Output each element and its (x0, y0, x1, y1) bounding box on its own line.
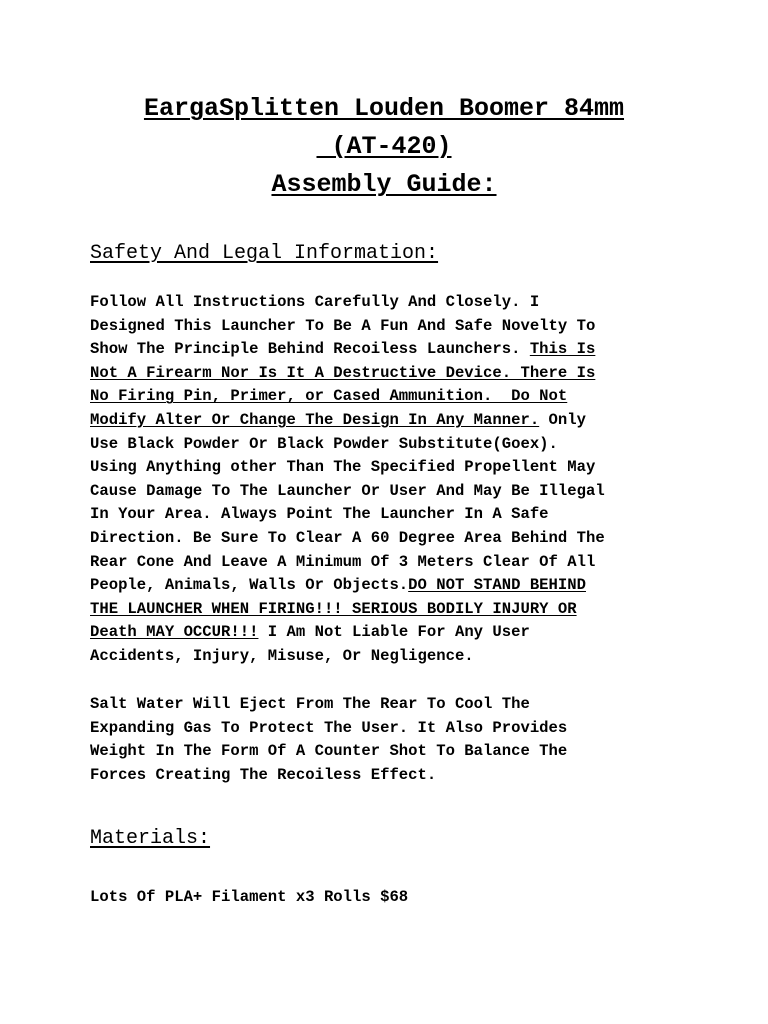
underlined-text: Not A Firearm Nor Is It A Destructive Device. There Is (90, 363, 596, 382)
text-segment: Designed This Launcher To Be A Fun And Safe Novelty To (90, 316, 596, 335)
paragraph-line (90, 551, 680, 575)
paragraph-line (90, 621, 680, 645)
text-segment: Direction. Be Sure To Clear A 60 Degree Area Behind The (90, 528, 605, 547)
text-segment: Follow All Instructions Carefully And Closely. I (90, 293, 540, 311)
document-title (0, 90, 768, 204)
paragraph-line (90, 456, 680, 480)
paragraph-line (90, 480, 680, 504)
materials-item-text: Lots Of PLA+ Filament x3 Rolls $68 (90, 888, 409, 906)
paragraph-line: Expanding Gas To Protect The User. It Also Provides (90, 718, 568, 737)
title-line-2: (AT-420) (316, 132, 452, 161)
underlined-text: DO NOT STAND BEHIND (408, 576, 586, 595)
paragraph-line (90, 315, 680, 339)
section-heading-safety: Safety And Legal Information: (90, 242, 439, 265)
paragraph-line: Weight In The Form Of A Counter Shot To Balance The (90, 742, 568, 761)
text-segment: In Your Area. Always Point The Launcher In A Safe (90, 505, 549, 524)
underlined-text: Modify Alter Or Change The Design In Any Manner. (90, 410, 540, 429)
underlined-text: Death MAY OCCUR!!! (90, 623, 259, 642)
paragraph-line (90, 598, 680, 622)
title-line-3: Assembly Guide: (271, 170, 497, 199)
underlined-text: This Is (529, 340, 596, 359)
underlined-text: THE LAUNCHER WHEN FIRING!!! SERIOUS BODILY INJURY OR (90, 599, 577, 618)
paragraph-line (90, 385, 680, 409)
underlined-text: No Firing Pin, Primer, or Cased Ammunition. Do Not (90, 387, 568, 406)
paragraph-line: Salt Water Will Eject From The Rear To Cool The (90, 695, 530, 713)
paragraph-line (90, 362, 680, 386)
safety-paragraph (90, 291, 680, 669)
title-line-1: EargaSplitten Louden Boomer 84mm (143, 94, 625, 123)
paragraph-line (90, 527, 680, 551)
saltwater-paragraph (90, 693, 680, 787)
paragraph-line: Forces Creating The Recoiless Effect. (90, 765, 437, 784)
paragraph-line (90, 338, 680, 362)
paragraph-line (90, 433, 680, 457)
text-segment: Show The Principle Behind Recoiless Launchers. (90, 340, 530, 359)
text-segment: I Am Not Liable For Any User (258, 623, 530, 642)
text-segment: People, Animals, Walls Or Objects. (90, 576, 409, 595)
text-segment: Only (539, 410, 586, 429)
paragraph-line (90, 291, 680, 315)
paragraph-line (90, 574, 680, 598)
section-heading-materials: Materials: (90, 827, 211, 850)
text-segment: Rear Cone And Leave A Minimum Of 3 Meters Clear Of All (90, 552, 596, 571)
text-segment: Cause Damage To The Launcher Or User And May Be Illegal (90, 481, 605, 500)
paragraph-line (90, 645, 680, 669)
text-segment: Using Anything other Than The Specified Propellent May (90, 458, 596, 477)
text-segment: Accidents, Injury, Misuse, Or Negligence. (90, 646, 474, 665)
materials-list-item (90, 886, 680, 910)
paragraph-line (90, 503, 680, 527)
text-segment: Use Black Powder Or Black Powder Substitute(Goex). (90, 434, 558, 453)
paragraph-line (90, 409, 680, 433)
